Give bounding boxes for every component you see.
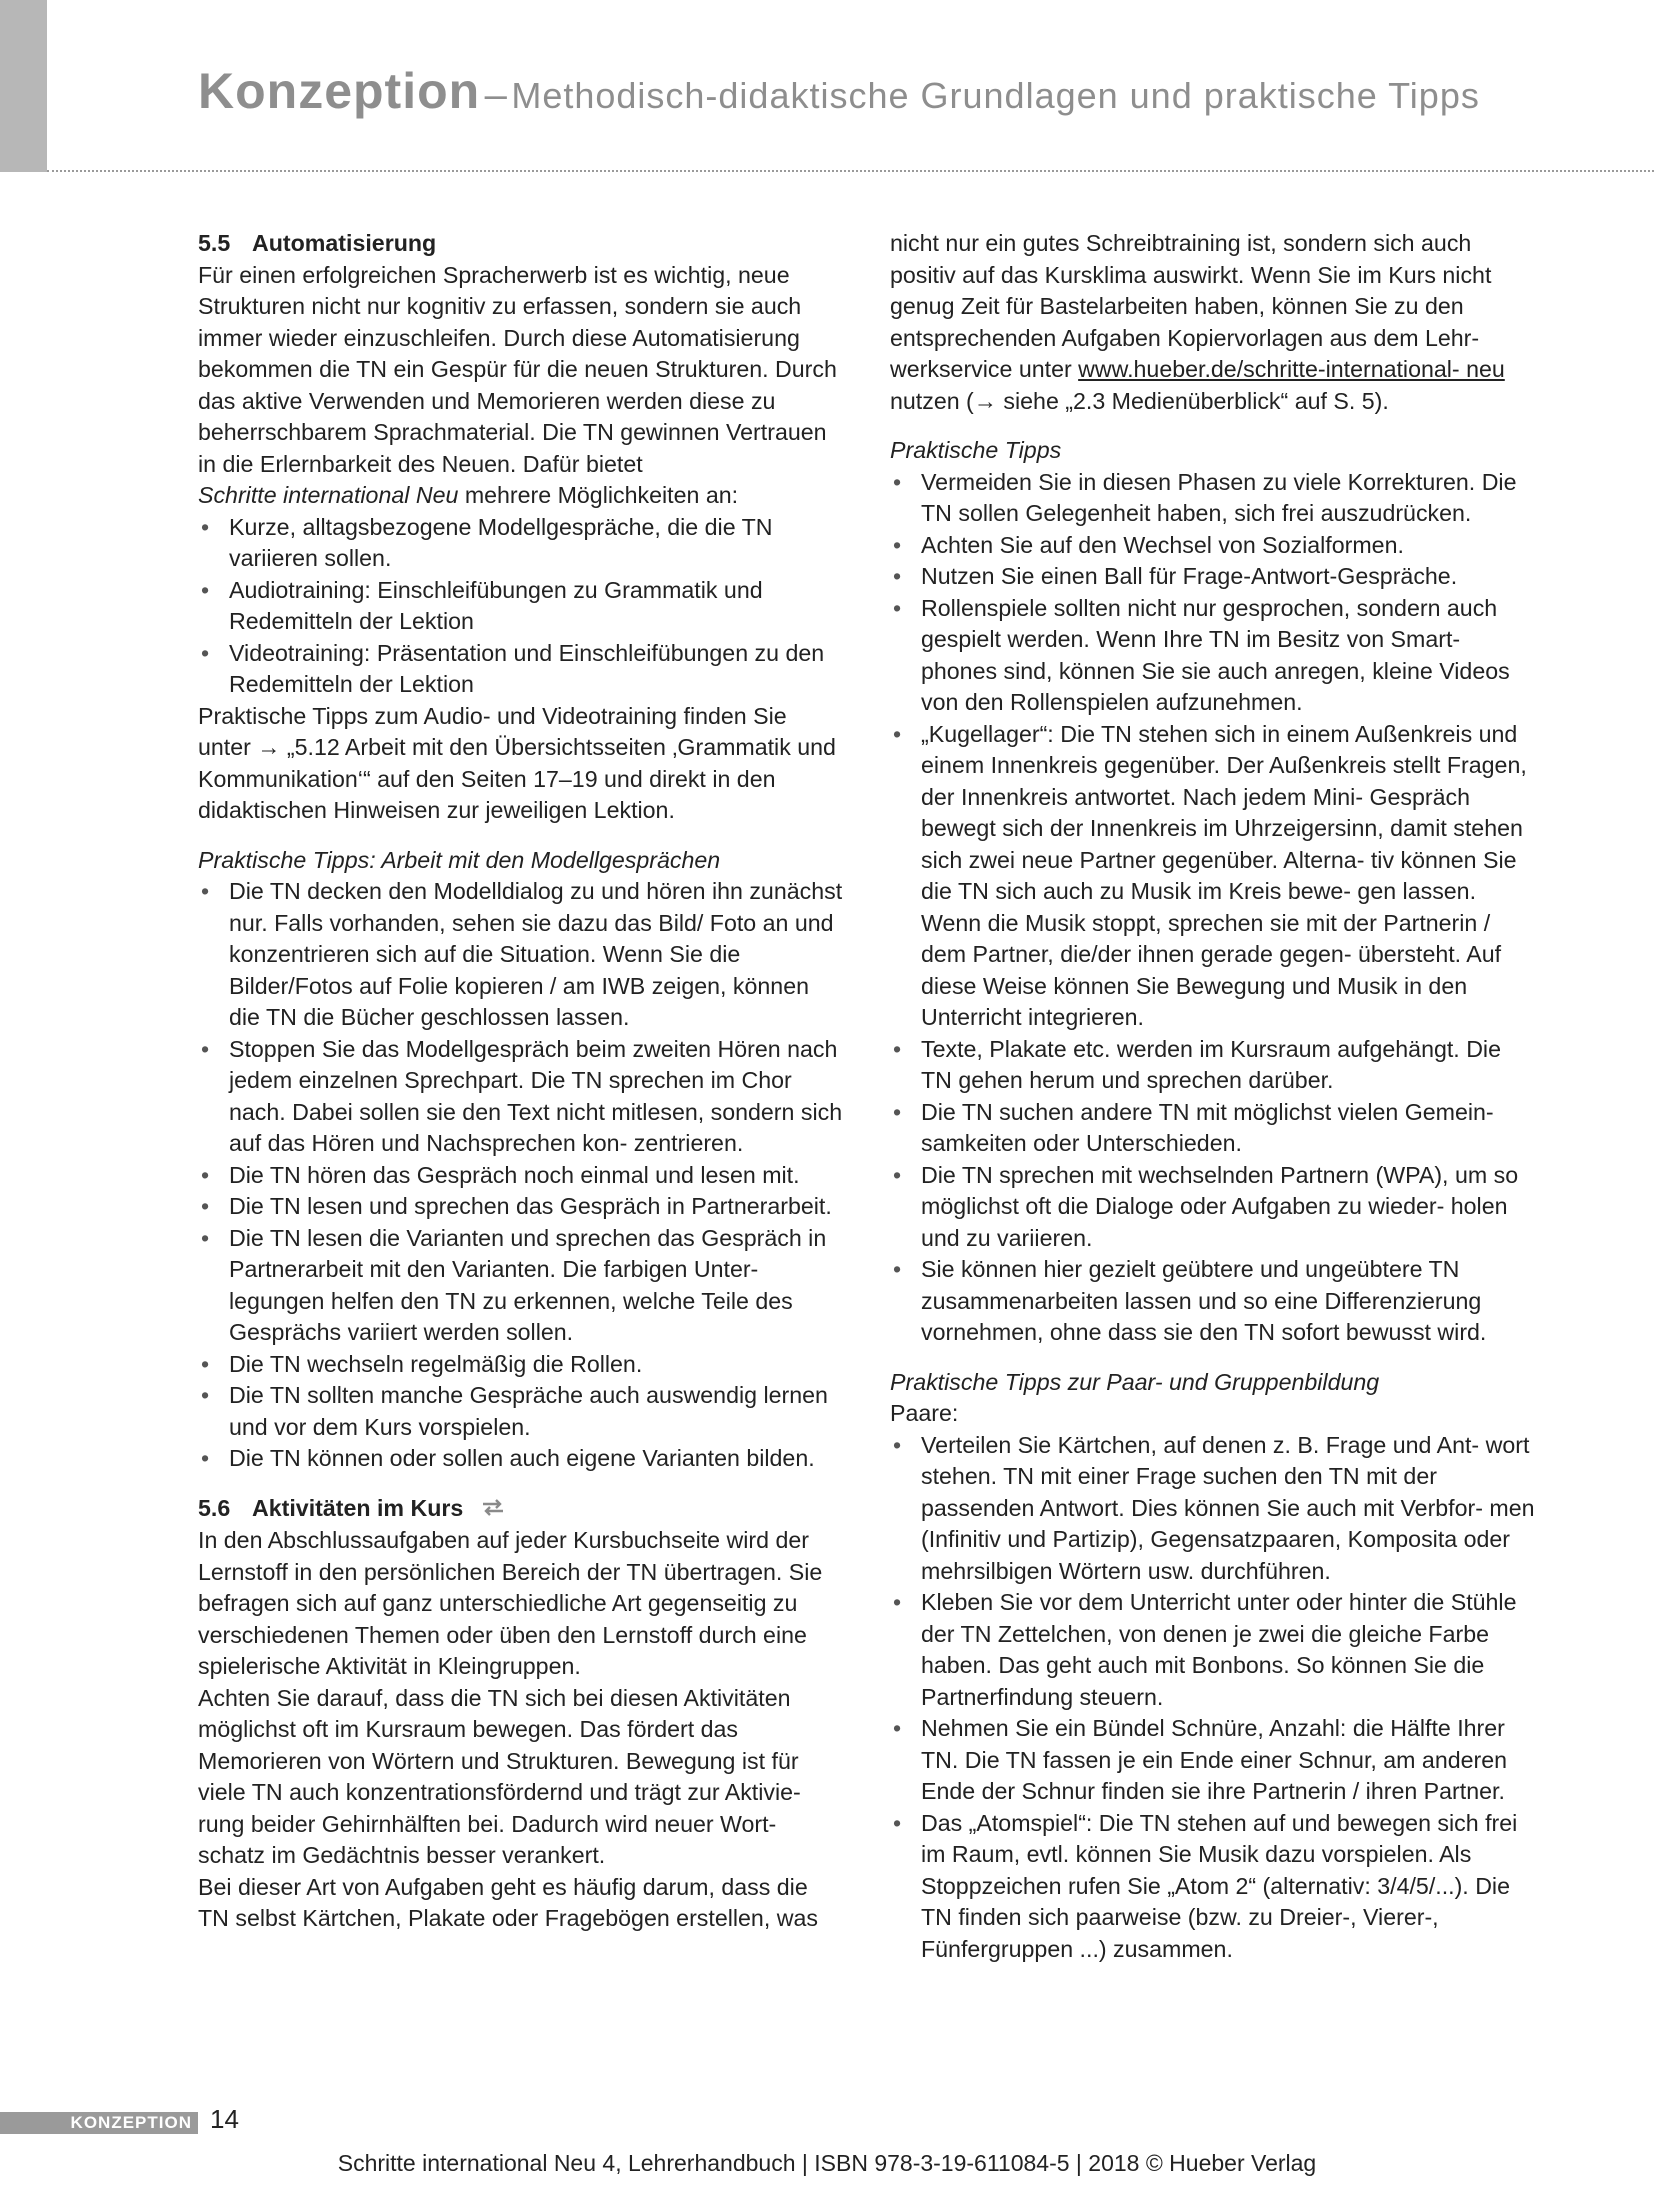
tips-list [890, 467, 1535, 1349]
corner-bar [0, 0, 47, 172]
list-item: • Kleben Sie vor dem Unterricht unter oder hinter die Stühle der TN Zettelchen, von denen je zwei die gleiche Farbe haben. Das geht auch mit Bonbons. So können Sie die Partnerfindung steuern. [890, 1587, 1535, 1713]
swap-arrows-icon [480, 1494, 506, 1526]
header-divider [47, 170, 1654, 172]
section-number: 5.5 [198, 230, 231, 256]
list-item: • Rollenspiele sollten nicht nur gesprochen, sondern auch gespielt werden. Wenn Ihre TN im Besitz von Smart- phones sind, können Sie sie auch anregen, kleine Videos von den Rollenspielen aufzunehmen. [890, 593, 1535, 719]
list-item: • Videotraining: Präsentation und Einschleifübungen zu den Redemitteln der Lektion [198, 638, 843, 701]
list-item: • Audiotraining: Einschleifübungen zu Grammatik und Redemitteln der Lektion [198, 575, 843, 638]
right-column [890, 228, 1535, 1965]
pairs-list [890, 1430, 1535, 1966]
pairs-heading: Praktische Tipps zur Paar- und Gruppenbildung [890, 1368, 1380, 1395]
list-item: • Das „Atomspiel“: Die TN stehen auf und bewegen sich frei im Raum, evtl. können Sie Musik dazu vorspielen. Als Stoppzeichen rufen Sie „Atom 2“ (alternativ: 3/4/5/...). Die TN finden sich paarweise (bzw. zu Dreier-, Vierer-, Fünfergruppen ...) zusammen. [890, 1808, 1535, 1966]
left-column [198, 228, 843, 1935]
footer-citation: Schritte international Neu 4, Lehrerhandbuch | ISBN 978-3-19-611084-5 | 2018 © Hueber Verlag [337, 2150, 1317, 2176]
header-title: Konzeption [198, 63, 481, 119]
section-5-5-heading [198, 228, 843, 260]
tips-model-list [198, 876, 843, 1475]
header-separator: – [484, 73, 507, 117]
section-title: Aktivitäten im Kurs [252, 1494, 464, 1521]
automation-list [198, 512, 843, 701]
header-subtitle: Methodisch-didaktische Grundlagen und praktische Tipps [511, 75, 1480, 116]
list-item: • Nutzen Sie einen Ball für Frage-Antwort-Gespräche. [890, 561, 1535, 593]
list-item: • Die TN sprechen mit wechselnden Partnern (WPA), um so möglichst oft die Dialoge oder Aufgaben zu wieder- holen und zu variieren. [890, 1160, 1535, 1255]
section-5-6-heading [198, 1493, 843, 1526]
list-item: • Achten Sie auf den Wechsel von Sozialformen. [890, 530, 1535, 562]
list-item: • Die TN hören das Gespräch noch einmal und lesen mit. [198, 1160, 843, 1192]
hueber-link[interactable]: www.hueber.de/schritte-international- neu [1078, 356, 1505, 382]
tips-heading: Praktische Tipps [890, 437, 1062, 463]
section-5-6-p3: Bei dieser Art von Aufgaben geht es häufig darum, dass die TN selbst Kärtchen, Plakate oder Fragebögen erstellen, was [198, 1873, 818, 1932]
list-item: • „Kugellager“: Die TN stehen sich in einem Außenkreis und einem Innenkreis gegenüber. Der Außenkreis stellt Fragen, der Innenkreis antwortet. Nach jedem Mini- Gespräch bewegt sich der Innenkreis im Uhrzeigersinn, damit stehen sich zwei neue Partner gegenüber. Alterna- tiv können Sie die TN sich auch zu Musik im Kreis bewe- gen lassen. Wenn die Musik stoppt, sprechen sie mit der Partnerin / dem Partner, die/der ihnen gerade gegen- übersteht. Auf diese Weise können Sie Bewegung und Musik in den Unterricht integrieren. [890, 719, 1535, 1034]
list-item: • Stoppen Sie das Modellgespräch beim zweiten Hören nach jedem einzelnen Sprechpart. Die TN sprechen im Chor nach. Dabei sollen sie den Text nicht mitlesen, sondern sich auf das Hören und Nachsprechen kon- zentrieren. [198, 1034, 843, 1160]
list-item: • Die TN wechseln regelmäßig die Rollen. [198, 1349, 843, 1381]
list-item: • Vermeiden Sie in diesen Phasen zu viele Korrekturen. Die TN sollen Gelegenheit haben, sich frei auszudrücken. [890, 467, 1535, 530]
book-title: Schritte international Neu [198, 482, 459, 508]
list-item: • Verteilen Sie Kärtchen, auf denen z. B. Frage und Ant- wort stehen. TN mit einer Frage suchen den TN mit der passenden Antwort. Dies können Sie auch mit Verbfor- men (Infinitiv und Partizip), Gegensatzpaaren, Komposita oder mehrsilbigen Wörtern usw. durchführen. [890, 1430, 1535, 1588]
continuation-paragraph: nicht nur ein gutes Schreibtraining ist, sondern sich auch positiv auf das Kursklima auswirkt. Wenn Sie im Kurs nicht genug Zeit für Bastelarbeiten haben, können Sie zu den entsprechenden Aufgaben Kopiervorlagen aus dem Lehr- werkservice unter www.hueber.de/schritte-international- neu nutzen (→ siehe „2.3 Medienüberblick“ auf S. 5). [890, 230, 1505, 414]
tips-model-heading: Praktische Tipps: Arbeit mit den Modellgesprächen [198, 846, 721, 873]
list-item: • Kurze, alltagsbezogene Modellgespräche, die die TN variieren sollen. [198, 512, 843, 575]
list-item: • Die TN decken den Modelldialog zu und hören ihn zunächst nur. Falls vorhanden, sehen sie dazu das Bild/ Foto an und konzentrieren sich auf die Situation. Wenn Sie die Bilder/Fotos auf Folie kopieren / am IWB zeigen, können die TN die Bücher geschlossen lassen. [198, 876, 843, 1034]
pairs-label: Paare: [890, 1400, 959, 1426]
list-item: • Sie können hier gezielt geübtere und ungeübtere TN zusammenarbeiten lassen und so eine Differenzierung vornehmen, ohne dass sie den TN sofort bewusst wird. [890, 1254, 1535, 1349]
list-item: • Texte, Plakate etc. werden im Kursraum aufgehängt. Die TN gehen herum und sprechen darüber. [890, 1034, 1535, 1097]
list-item: • Die TN können oder sollen auch eigene Varianten bilden. [198, 1443, 843, 1475]
list-item: • Nehmen Sie ein Bündel Schnüre, Anzahl: die Hälfte Ihrer TN. Die TN fassen je ein Ende einer Schnur, am anderen Ende der Schnur finden sie ihre Partnerin / ihren Partner. [890, 1713, 1535, 1808]
list-item: • Die TN lesen und sprechen das Gespräch in Partnerarbeit. [198, 1191, 843, 1223]
list-item: • Die TN suchen andere TN mit möglichst vielen Gemein- samkeiten oder Unterschieden. [890, 1097, 1535, 1160]
section-5-6-p1: In den Abschlussaufgaben auf jeder Kursbuchseite wird der Lernstoff in den persönlichen Bereich der TN übertragen. Sie befragen sich auf ganz unterschiedliche Art gegenseitig zu verschiedenen Themen oder üben den Lernstoff durch eine spielerische Aktivität in Kleingruppen. [198, 1527, 823, 1680]
list-item: • Die TN lesen die Varianten und sprechen das Gespräch in Partnerarbeit mit den Varianten. Die farbigen Unter- legungen helfen den TN zu erkennen, welche Teile des Gesprächs variiert werden sollen. [198, 1223, 843, 1349]
section-5-5-intro: Für einen erfolgreichen Spracherwerb ist es wichtig, neue Strukturen nicht nur kognitiv zu erfassen, sondern sie auch immer wieder einzuschleifen. Durch diese Automatisierung bekommen die TN ein Gespür für die neuen Strukturen. Durch das aktive Verwenden und Memorieren werden diese zu beherrschbarem Sprachmaterial. Die TN gewinnen Vertrauen in die Erlernbarkeit des Neuen. Dafür bietet Schritte international Neu mehrere Möglichkeiten an: [198, 261, 837, 508]
page-header [198, 62, 1598, 120]
footer-section-tab: KONZEPTION [0, 2112, 198, 2134]
list-item: • Die TN sollten manche Gespräche auch auswendig lernen und vor dem Kurs vorspielen. [198, 1380, 843, 1443]
section-number: 5.6 [198, 1494, 231, 1521]
section-5-5-outro: Praktische Tipps zum Audio- und Videotraining finden Sie unter → „5.12 Arbeit mit den Übersichtsseiten ‚Grammatik und Kommunikation‘“ auf den Seiten 17–19 und direkt in den didaktischen Hinweisen zur jeweiligen Lektion. [198, 702, 836, 823]
page-number: 14 [210, 2104, 239, 2134]
section-title: Automatisierung [252, 230, 437, 256]
section-5-6-p2: Achten Sie darauf, dass die TN sich bei diesen Aktivitäten möglichst oft im Kursraum bewegen. Das fördert das Memorieren von Wörtern und Strukturen. Bewegung ist für viele TN auch konzentrationsfördernd und trägt zur Aktivie- rung beider Gehirnhälften bei. Dadurch wird neuer Wort- schatz im Gedächtnis besser verankert. [198, 1684, 801, 1869]
